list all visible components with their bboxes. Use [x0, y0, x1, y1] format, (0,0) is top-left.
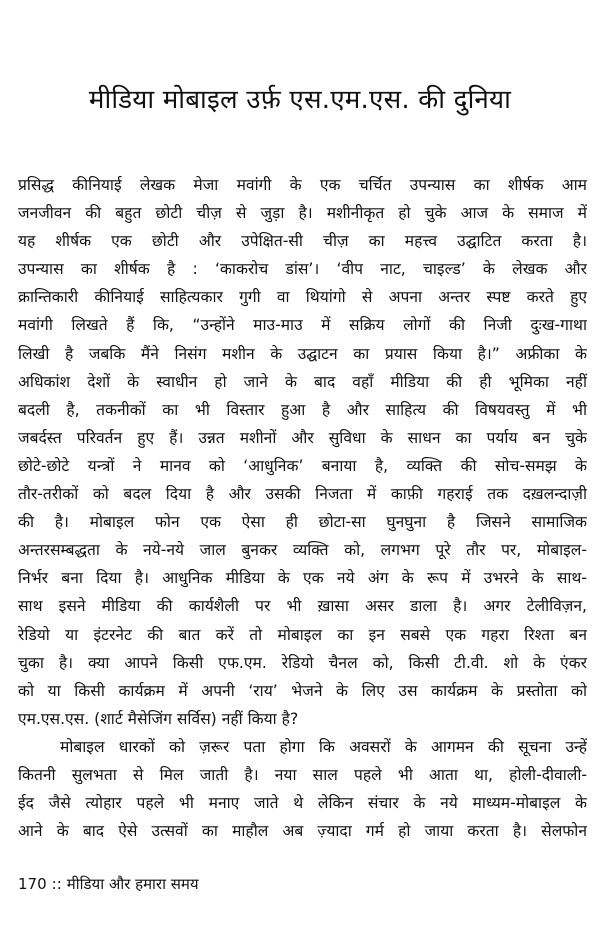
page-footer: [18, 873, 199, 895]
text-line: तौर-तरीकों को बदल दिया है और उसकी निजता में काफ़ी गहराई तक दख़लन्दाज़ी: [18, 485, 587, 504]
running-book-title: मीडिया और हमारा समय: [66, 875, 199, 893]
text-line: रेडियो या इंटरनेट की बात करें तो मोबाइल का इन सबसे एक गहरा रिश्ता बन: [18, 625, 587, 644]
text-line: निर्भर बना दिया है। आधुनिक मीडिया के एक नये अंग के रूप में उभरने के साथ-: [18, 569, 587, 588]
text-line: चुका है। क्या आपने किसी एफ.एम. रेडियो चैनल को, किसी टी.वी. शो के एंकर: [18, 653, 587, 672]
text-line: उपन्यास का शीर्षक है : ‘काकरोच डांस’। ‘वीप नाट, चाइल्ड’ के लेखक और: [18, 260, 587, 279]
chapter-title: मीडिया मोबाइल उर्फ़ एस.एम.एस. की दुनिया: [88, 85, 512, 115]
text-line: आने के बाद ऐसे उत्सवों का माहौल अब ज़्यादा गर्म हो जाया करता है। सेलफोन: [18, 822, 587, 841]
text-line: जबर्दस्त परिवर्तन हुए हैं। उन्नत मशीनों और सुविधा के साधन का पर्याय बन चुके: [18, 428, 587, 447]
text-line: ईद जैसे त्योहार पहले भी मनाए जाते थे लेकिन संचार के नये माध्यम-मोबाइल के: [18, 794, 587, 813]
text-line: की है। मोबाइल फोन एक ऐसा ही छोटा-सा घुनघुना है जिसने सामाजिक: [18, 513, 587, 532]
text-line: लिखी है जबकि मैंने निसंग मशीन के उद्घाटन का प्रयास किया है।” अफ्रीका के: [18, 344, 587, 363]
text-line: जनजीवन की बहुत छोटी चीज़ से जुड़ा है। मशीनीकृत हो चुके आज के समाज में: [18, 204, 587, 223]
text-line: बदली है, तकनीकों का भी विस्तार हुआ है और साहित्य की विषयवस्तु में भी: [18, 400, 587, 419]
text-line: को या किसी कार्यक्रम में अपनी ‘राय’ भेजने के लिए उस कार्यक्रम के प्रस्तोता को: [18, 681, 587, 700]
text-line: कितनी सुलभता से मिल जाती है। नया साल पहले भी आता था, होली-दीवाली-: [18, 765, 587, 784]
paragraph-1: [18, 171, 587, 733]
text-line: यह शीर्षक एक छोटी और उपेक्षित-सी चीज़ का महत्त्व उद्घाटित करता है।: [18, 232, 587, 251]
text-line: प्रसिद्ध कीनियाई लेखक मेजा मवांगी के एक चर्चित उपन्यास का शीर्षक आम: [18, 176, 587, 194]
text-line: क्रान्तिकारी कीनियाई साहित्यकार गुगी वा थियांगो से अपना अन्तर स्पष्ट करते हुए: [18, 288, 587, 307]
text-line: साथ इसने मीडिया की कार्यशैली पर भी ख़ासा असर डाला है। अगर टेलीविज़न,: [18, 597, 587, 616]
text-line: अन्तरसम्बद्धता के नये-नये जाल बुनकर व्यक्ति को, लगभग पूरे तौर पर, मोबाइल-: [18, 541, 587, 560]
text-line: एम.एस.एस. (शार्ट मैसेजिंग सर्विस) नहीं किया है?: [18, 709, 299, 728]
page-number: 170: [18, 875, 47, 893]
text-line: मोबाइल धारकों को ज़रूर पता होगा कि अवसरों के आगमन की सूचना उन्हें: [60, 737, 587, 756]
footer-separator: ::: [51, 875, 62, 893]
text-line: मवांगी लिखते हैं कि, “उन्होंने माउ-माउ में सक्रिय लोगों की निजी दुःख-गाथा: [18, 316, 587, 335]
paragraph-2: [18, 733, 587, 845]
text-line: अधिकांश देशों के स्वाधीन हो जाने के बाद वहाँ मीडिया की ही भूमिका नहीं: [18, 372, 587, 391]
chapter-body: [18, 171, 587, 845]
text-line: छोटे-छोटे यन्त्रों ने मानव को ‘आधुनिक’ बनाया है, व्यक्ति की सोच-समझ के: [18, 456, 587, 475]
